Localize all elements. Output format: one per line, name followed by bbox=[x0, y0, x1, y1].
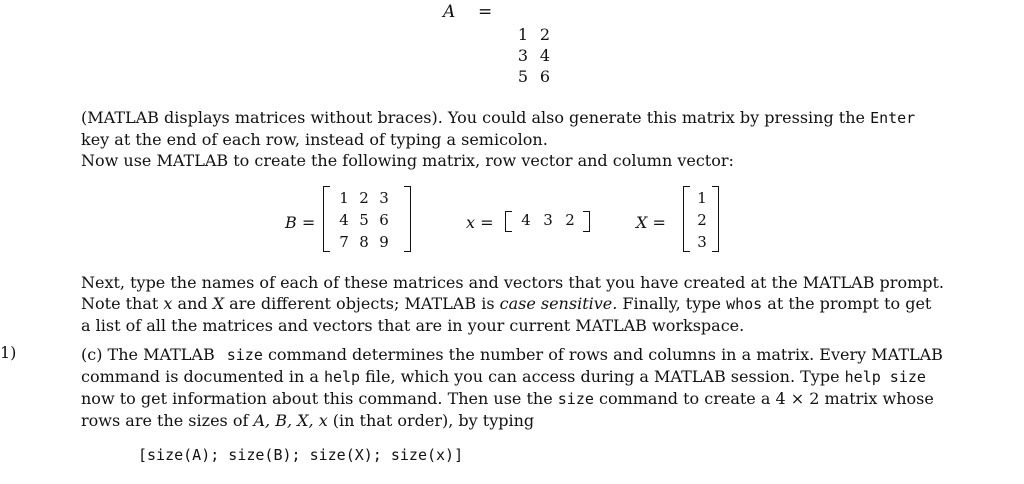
matlab-name: MATLAB bbox=[654, 367, 726, 386]
paragraph-intro bbox=[81, 107, 941, 171]
text-line bbox=[81, 315, 941, 336]
text: are different objects; bbox=[224, 294, 405, 313]
matrix-a-lhs: A bbox=[443, 2, 456, 22]
matlab-name: MATLAB bbox=[143, 345, 215, 364]
matrix-a-cell: 5 bbox=[517, 67, 529, 86]
vector-X-left-bracket bbox=[683, 186, 690, 252]
text: (in that order), by typing bbox=[327, 411, 535, 430]
matrix-a-cell: 3 bbox=[517, 46, 529, 65]
text: prompt. bbox=[874, 273, 945, 292]
text: command is documented in a bbox=[81, 367, 324, 386]
code-enter: Enter bbox=[870, 109, 916, 127]
text: and bbox=[172, 294, 213, 313]
matrix-a-cell: 1 bbox=[517, 25, 529, 44]
matrix-b-cell: 6 bbox=[379, 211, 389, 229]
text: ( bbox=[81, 108, 88, 127]
matrix-b-cell: 4 bbox=[339, 211, 349, 229]
code-size: size bbox=[557, 390, 594, 408]
text: command to create a 4 × 2 matrix whose bbox=[593, 389, 934, 408]
text: Next, type the names of each of these matrices and vectors that you have created at the bbox=[81, 273, 803, 292]
matlab-name: MATLAB bbox=[87, 108, 159, 127]
matrix-b-cell: 8 bbox=[359, 233, 369, 251]
code-block: [size(A); size(B); size(X); size(x)] bbox=[138, 446, 464, 464]
text: file, which you can access during a bbox=[360, 367, 655, 386]
matrix-b-cell: 2 bbox=[359, 189, 369, 207]
text: now to get information about this command. Then use the bbox=[81, 389, 558, 408]
vector-x-cell: 4 bbox=[521, 211, 531, 229]
paragraph-next bbox=[81, 272, 945, 336]
vector-x-lhs: x = bbox=[466, 213, 494, 232]
matrix-b-cell: 9 bbox=[379, 233, 389, 251]
text: Finally, type bbox=[617, 294, 727, 313]
matrix-b-left-bracket bbox=[323, 186, 330, 252]
text-line bbox=[81, 410, 941, 431]
text-line bbox=[81, 272, 945, 293]
text-line bbox=[81, 293, 941, 315]
text-line bbox=[81, 366, 941, 388]
text: at the prompt to get bbox=[762, 294, 932, 313]
code-size: size bbox=[226, 346, 263, 364]
vector-x-left-bracket bbox=[505, 211, 512, 232]
math-X: X bbox=[212, 294, 225, 313]
text: workspace. bbox=[646, 316, 745, 335]
vector-x-right-bracket bbox=[583, 211, 590, 232]
vector-X-cell: 3 bbox=[697, 233, 707, 251]
matrix-a-display bbox=[512, 24, 556, 87]
text-line bbox=[81, 388, 941, 410]
vector-x-cell: 3 bbox=[543, 211, 553, 229]
text-line bbox=[81, 150, 941, 171]
text-line bbox=[81, 344, 941, 366]
matlab-name: MATLAB bbox=[871, 345, 943, 364]
matrix-b-right-bracket bbox=[404, 186, 411, 252]
matlab-name: MATLAB bbox=[802, 273, 875, 292]
text: is bbox=[476, 294, 500, 313]
vector-X bbox=[692, 187, 712, 253]
math-x: x bbox=[163, 294, 173, 313]
matrix-b-cell: 3 bbox=[379, 189, 389, 207]
text: session. Type bbox=[725, 367, 845, 386]
code-whos: whos bbox=[726, 295, 763, 313]
vector-X-right-bracket bbox=[712, 186, 719, 252]
vector-X-cell: 2 bbox=[697, 211, 707, 229]
paragraph-size-command bbox=[81, 344, 941, 431]
matrix-b-cell: 1 bbox=[339, 189, 349, 207]
margin-label: 1) bbox=[0, 343, 17, 362]
code-help-size: help size bbox=[844, 368, 926, 386]
text: Now use bbox=[81, 151, 157, 170]
vector-X-cell: 1 bbox=[697, 189, 707, 207]
matlab-name: MATLAB bbox=[575, 316, 647, 335]
text: (c) The bbox=[81, 345, 144, 364]
matlab-name: MATLAB bbox=[156, 151, 229, 170]
text: displays matrices without braces). You could also generate this matrix by pressing the bbox=[158, 108, 871, 127]
text-line bbox=[81, 107, 941, 129]
vector-X-lhs: X = bbox=[636, 213, 666, 232]
emphasis: case sensitive. bbox=[499, 294, 618, 313]
matrix-a-cell: 6 bbox=[539, 67, 551, 86]
vector-x bbox=[515, 209, 581, 231]
matrix-a-cell: 2 bbox=[539, 25, 551, 44]
text: command determines the number of rows and columns in a matrix. Every bbox=[262, 345, 872, 364]
math-variables: A, B, X, x bbox=[253, 411, 328, 430]
matrix-a-equals: = bbox=[478, 2, 493, 22]
text-line: key at the end of each row, instead of typing a semicolon. bbox=[81, 130, 548, 149]
text: a list of all the matrices and vectors that are in your current bbox=[81, 316, 576, 335]
matrix-b-cell: 5 bbox=[359, 211, 369, 229]
code-help: help bbox=[323, 368, 361, 386]
matrix-b-lhs: B = bbox=[285, 213, 316, 232]
vector-x-cell: 2 bbox=[565, 211, 575, 229]
text: to create the following matrix, row vector and column vector: bbox=[228, 151, 734, 170]
matrix-a-cell: 4 bbox=[539, 46, 551, 65]
matrix-b-cell: 7 bbox=[339, 233, 349, 251]
matlab-name: MATLAB bbox=[404, 294, 477, 313]
text: rows are the sizes of bbox=[81, 411, 254, 430]
text: Note that bbox=[81, 294, 164, 313]
matrix-b bbox=[334, 187, 394, 253]
